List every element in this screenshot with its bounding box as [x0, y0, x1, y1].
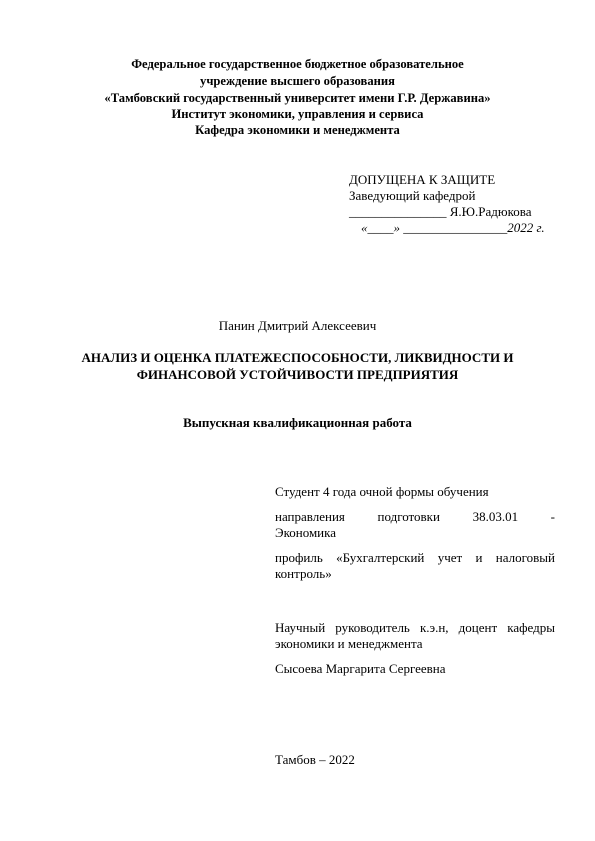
work-type: Выпускная квалификационная работа [183, 415, 412, 430]
direction-line [275, 509, 555, 525]
signature-blank: _______________ [349, 204, 447, 219]
profile-word: «Бухгалтерский [336, 550, 425, 565]
direction-code: 38.03.01 [472, 509, 519, 524]
date-month-blank: ________________ [403, 220, 508, 235]
supervisor-block [275, 620, 555, 677]
city-year: Тамбов – 2022 [275, 752, 355, 767]
supervisor-word: Научный [275, 620, 326, 635]
date-year: 2022 г. [507, 220, 545, 235]
header-line-institute: Институт экономики, управления и сервиса [171, 107, 424, 121]
supervisor-line [275, 620, 555, 636]
supervisor-name: Сысоева Маргарита Сергеевна [275, 661, 446, 676]
date-day-blank: «____» [361, 220, 400, 235]
header-line-university: «Тамбовский государственный университет имени Г.Р. Державина» [104, 91, 491, 105]
direction-word: подготовки [377, 509, 440, 524]
supervisor-department: экономики и менеджмента [275, 636, 423, 651]
approval-block [349, 172, 559, 236]
approval-signature-line [349, 204, 559, 220]
profile-word: и [475, 550, 483, 565]
thesis-title-line1: АНАЛИЗ И ОЦЕНКА ПЛАТЕЖЕСПОСОБНОСТИ, ЛИКВИДНОСТИ И [81, 350, 514, 365]
approval-date-line [349, 220, 559, 236]
supervisor-degree: к.э.н, [419, 620, 449, 635]
header-line-department: Кафедра экономики и менеджмента [195, 123, 400, 137]
direction-name: Экономика [275, 525, 337, 540]
student-line: Студент 4 года очной формы обучения [275, 484, 489, 499]
header-line-federal: Федеральное государственное бюджетное образовательное [131, 57, 464, 71]
header-line-institution-type: учреждение высшего образования [200, 74, 395, 88]
supervisor-word: кафедры [507, 620, 555, 635]
profile-line [275, 550, 555, 566]
direction-dash: - [550, 509, 555, 524]
approval-title: ДОПУЩЕНА К ЗАЩИТЕ [349, 172, 496, 187]
approval-signer: Я.Ю.Радюкова [449, 204, 532, 219]
thesis-title-line2: ФИНАНСОВОЙ УСТОЙЧИВОСТИ ПРЕДПРИЯТИЯ [136, 367, 459, 382]
author-name: Панин Дмитрий Алексеевич [218, 318, 377, 333]
profile-word: налоговый [495, 550, 555, 565]
approval-role: Заведующий кафедрой [349, 188, 476, 203]
profile-line2: контроль» [275, 566, 332, 581]
supervisor-word: доцент [458, 620, 498, 635]
profile-word: учет [437, 550, 463, 565]
profile-word: профиль [275, 550, 323, 565]
direction-word: направления [275, 509, 345, 524]
student-info-block [275, 484, 555, 582]
supervisor-word: руководитель [335, 620, 410, 635]
